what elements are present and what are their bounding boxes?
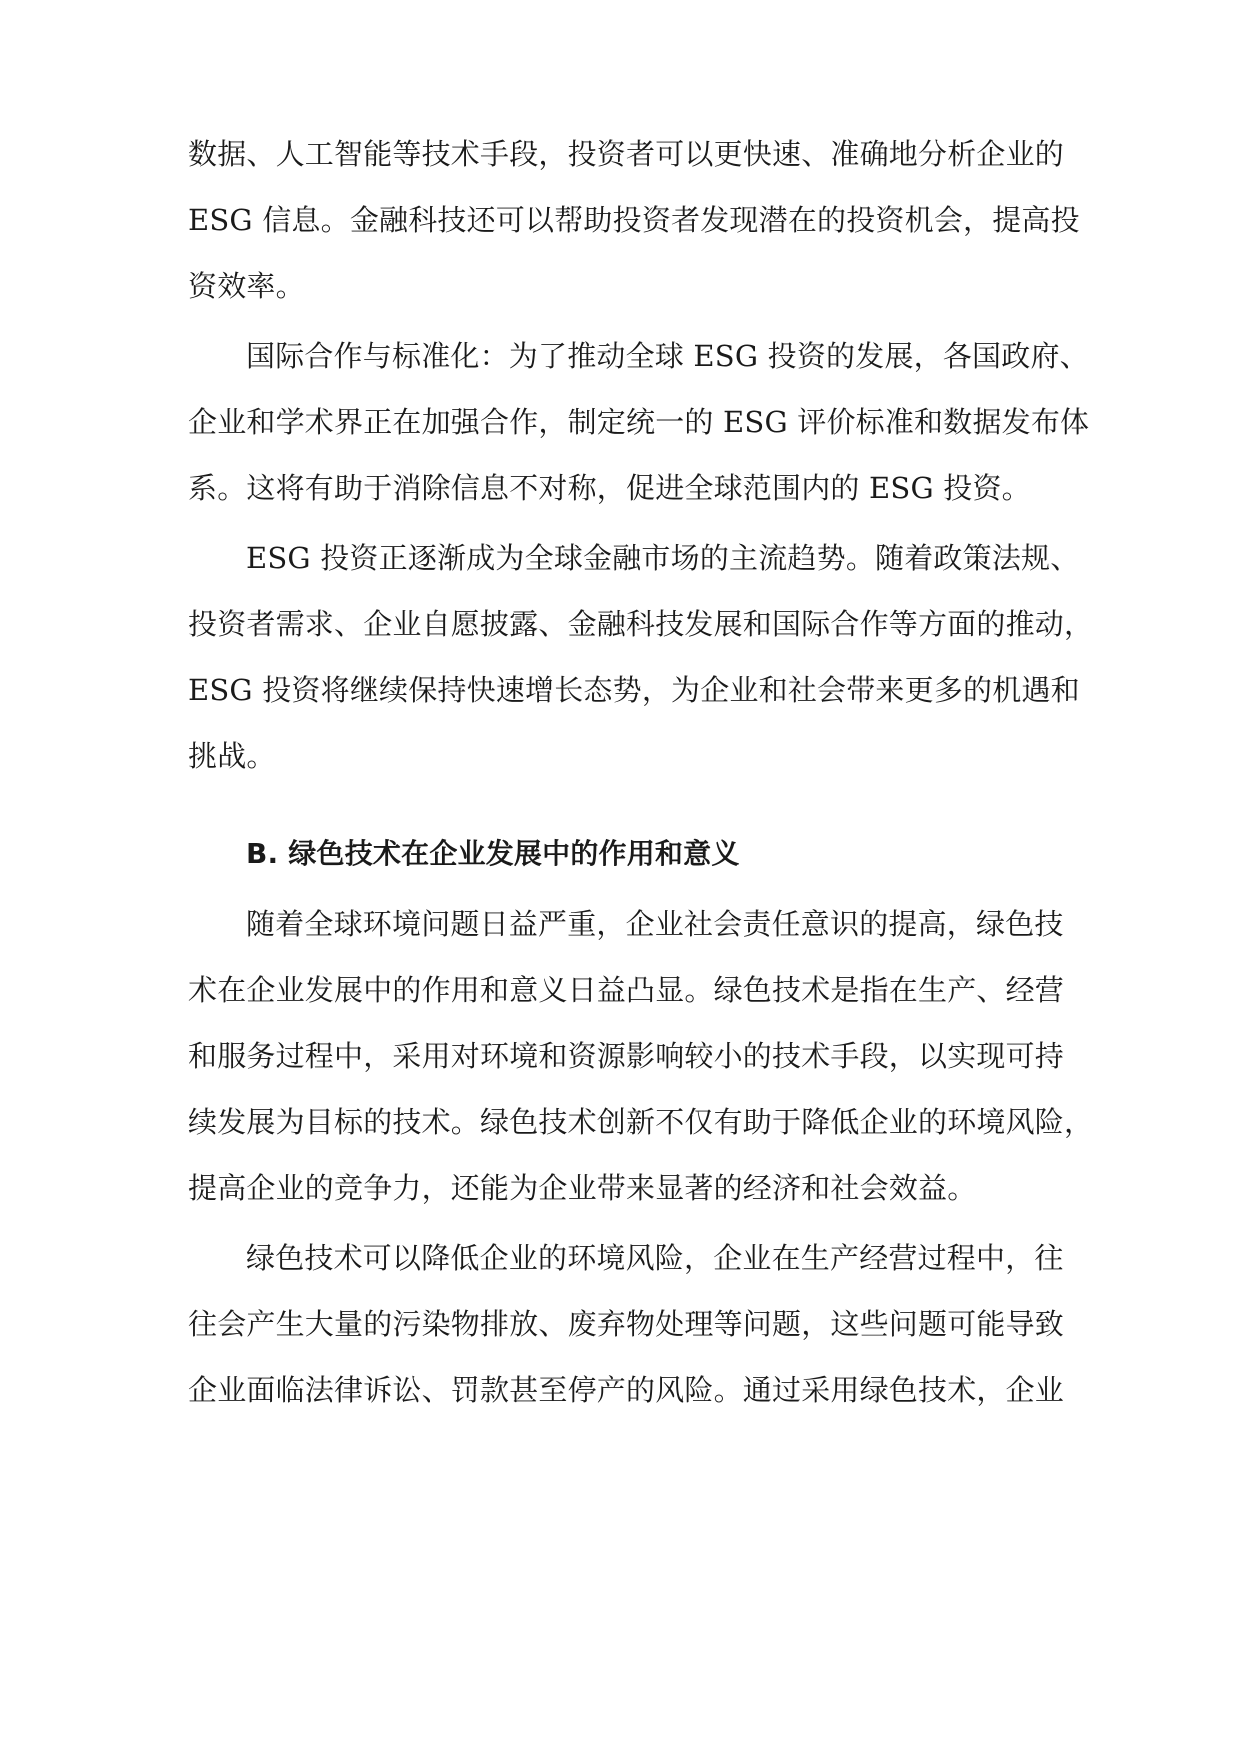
para3-line-3: ESG 投资将继续保持快速增长态势，为企业和社会带来更多的机遇和: [188, 673, 1080, 707]
para4-line-5: 提高企业的竞争力，还能为企业带来显著的经济和社会效益。: [188, 1171, 977, 1205]
para3-line-4: 挑战。: [188, 739, 276, 773]
para2-line-3: 系。这将有助于消除信息不对称，促进全球范围内的 ESG 投资。: [188, 471, 1031, 505]
para4-line-4: 续发展为目标的技术。绿色技术创新不仅有助于降低企业的环境风险，: [188, 1105, 1094, 1139]
para4-line-3: 和服务过程中，采用对环境和资源影响较小的技术手段，以实现可持: [188, 1039, 1065, 1073]
para5-line-2: 往会产生大量的污染物排放、废弃物处理等问题，这些问题可能导致: [188, 1307, 1065, 1341]
para4-line-2: 术在企业发展中的作用和意义日益凸显。绿色技术是指在生产、经营: [188, 973, 1065, 1007]
para1-line-2: ESG 信息。金融科技还可以帮助投资者发现潜在的投资机会，提高投: [188, 203, 1080, 237]
para3-line-2: 投资者需求、企业自愿披露、金融科技发展和国际合作等方面的推动，: [188, 607, 1094, 641]
para5-line-1: 绿色技术可以降低企业的环境风险，企业在生产经营过程中，往: [246, 1241, 1064, 1275]
para5-line-3: 企业面临法律诉讼、罚款甚至停产的风险。通过采用绿色技术，企业: [188, 1373, 1065, 1407]
para4-line-1: 随着全球环境问题日益严重，企业社会责任意识的提高，绿色技: [246, 907, 1064, 941]
section-heading: B. 绿色技术在企业发展中的作用和意义: [246, 837, 740, 870]
para1-line-3: 资效率。: [188, 269, 305, 303]
para1-line-1: 数据、人工智能等技术手段，投资者可以更快速、准确地分析企业的: [188, 137, 1065, 171]
para2-line-2: 企业和学术界正在加强合作，制定统一的 ESG 评价标准和数据发布体: [188, 405, 1090, 439]
para2-line-1: 国际合作与标准化：为了推动全球 ESG 投资的发展，各国政府、: [246, 339, 1089, 373]
para3-line-1: ESG 投资正逐渐成为全球金融市场的主流趋势。随着政策法规、: [246, 541, 1080, 575]
